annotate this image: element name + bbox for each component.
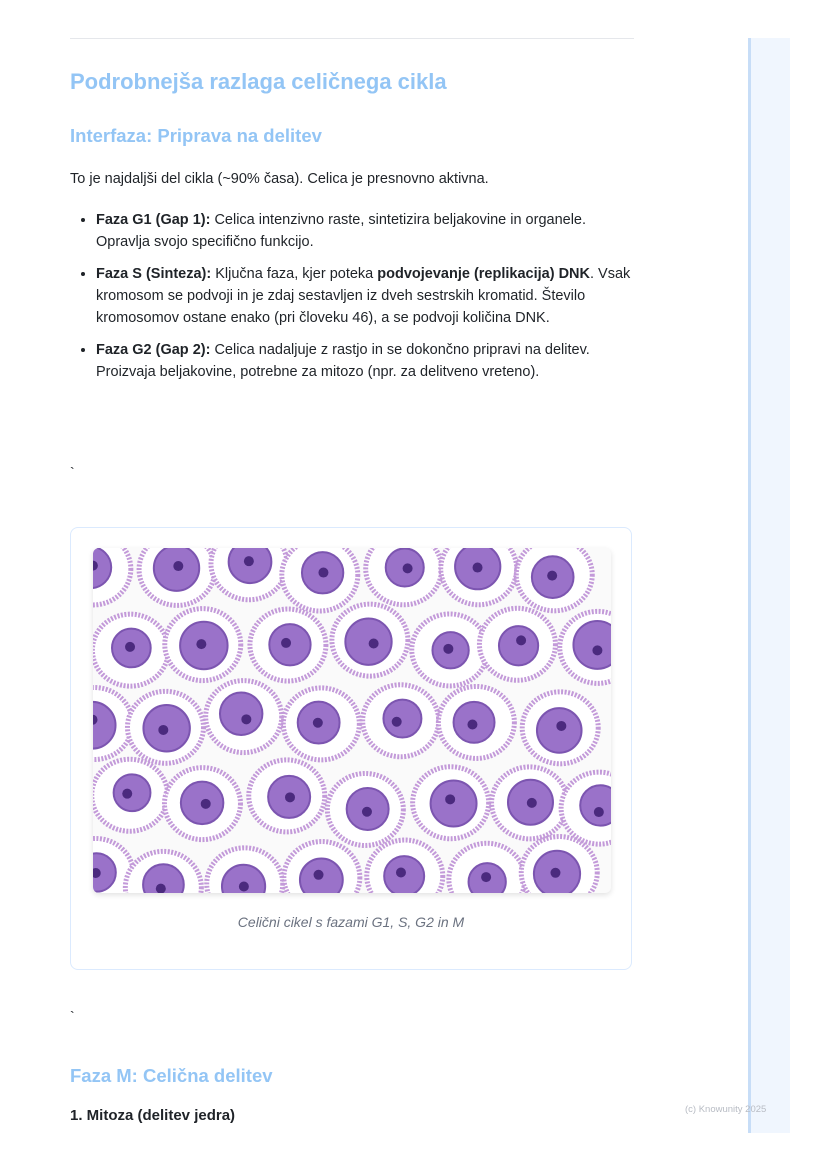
chromatin bbox=[403, 563, 413, 573]
phase-keyword: podvojevanje (replikacija) DNK bbox=[377, 266, 590, 282]
phase-desc: Celica intenzivno raste, sintetizira beljakovine in organele. Opravlja svojo specifično funkcijo. bbox=[96, 212, 587, 250]
phase-desc: Ključna faza, kjer poteka bbox=[211, 266, 378, 282]
divider bbox=[70, 38, 634, 39]
phase-name: Faza S (Sinteza): bbox=[96, 266, 212, 282]
list-item bbox=[96, 339, 636, 383]
figure-caption: Celični cikel s fazami G1, S, G2 in M bbox=[237, 914, 465, 930]
chromatin bbox=[592, 645, 602, 655]
cell-micrograph-image bbox=[93, 548, 611, 893]
side-panel bbox=[748, 38, 790, 1133]
chromatin bbox=[550, 868, 560, 878]
figure-card bbox=[70, 527, 632, 970]
chromatin bbox=[362, 807, 372, 817]
chromatin bbox=[196, 639, 206, 649]
chromatin bbox=[125, 642, 135, 652]
cell-nucleus bbox=[573, 621, 611, 669]
phase-name: Faza G2 (Gap 2): bbox=[96, 342, 211, 358]
cell-nucleus bbox=[499, 626, 538, 665]
chromatin bbox=[318, 568, 328, 578]
stray-backtick: ` bbox=[70, 464, 75, 480]
chromatin bbox=[392, 717, 402, 727]
page-title: Podrobnejša razlaga celičnega cikla bbox=[70, 69, 447, 94]
cell-nucleus bbox=[580, 785, 611, 825]
chromatin bbox=[201, 799, 211, 809]
chromatin bbox=[281, 638, 291, 648]
chromatin bbox=[481, 872, 491, 882]
copyright-footer: (c) Knowunity 2025 bbox=[685, 1104, 767, 1115]
chromatin bbox=[445, 794, 455, 804]
chromatin bbox=[527, 798, 537, 808]
chromatin bbox=[239, 881, 249, 891]
chromatin bbox=[314, 870, 324, 880]
chromatin bbox=[594, 807, 604, 817]
chromatin bbox=[443, 644, 453, 654]
chromatin bbox=[556, 721, 566, 731]
cell-nucleus bbox=[220, 693, 262, 735]
mphase-heading: Faza M: Celična delitev bbox=[70, 1065, 273, 1086]
phase-list bbox=[70, 209, 636, 393]
chromatin bbox=[173, 561, 183, 571]
cell-nucleus bbox=[345, 619, 391, 665]
chromatin bbox=[241, 714, 251, 724]
phase-desc: Celica nadaljuje z rastjo in se dokončno pripravi na delitev. Proizvaja beljakovine, potrebne za mitozo (npr. za delitveno vreteno). bbox=[96, 342, 590, 380]
stray-backtick: ` bbox=[70, 1008, 75, 1024]
chromatin bbox=[369, 639, 379, 649]
chromatin bbox=[285, 792, 295, 802]
phase-name: Faza G1 (Gap 1): bbox=[96, 212, 211, 228]
phase-desc: . Vsak kromosom se podvoji in je zdaj sestavljen iz dveh sestrskih kromatid. Število kromosomov ostane enako (pri človeku 46), a se podvoji količina DNK. bbox=[96, 266, 631, 326]
chromatin bbox=[158, 725, 168, 735]
cell-nucleus bbox=[383, 700, 421, 738]
chromatin bbox=[396, 867, 406, 877]
list-item bbox=[96, 263, 636, 329]
interphase-heading: Interfaza: Priprava na delitev bbox=[70, 125, 322, 146]
list-item bbox=[96, 209, 636, 253]
chromatin bbox=[473, 563, 483, 573]
chromatin bbox=[122, 789, 132, 799]
interphase-intro: To je najdaljši del cikla (~90% časa). Celica je presnovno aktivna. bbox=[70, 171, 489, 187]
cell-nucleus bbox=[431, 781, 477, 827]
chromatin bbox=[516, 635, 526, 645]
chromatin bbox=[244, 556, 254, 566]
mitosis-subheading: 1. Mitoza (delitev jedra) bbox=[70, 1107, 236, 1124]
chromatin bbox=[467, 720, 477, 730]
chromatin bbox=[547, 571, 557, 581]
chromatin bbox=[313, 718, 323, 728]
